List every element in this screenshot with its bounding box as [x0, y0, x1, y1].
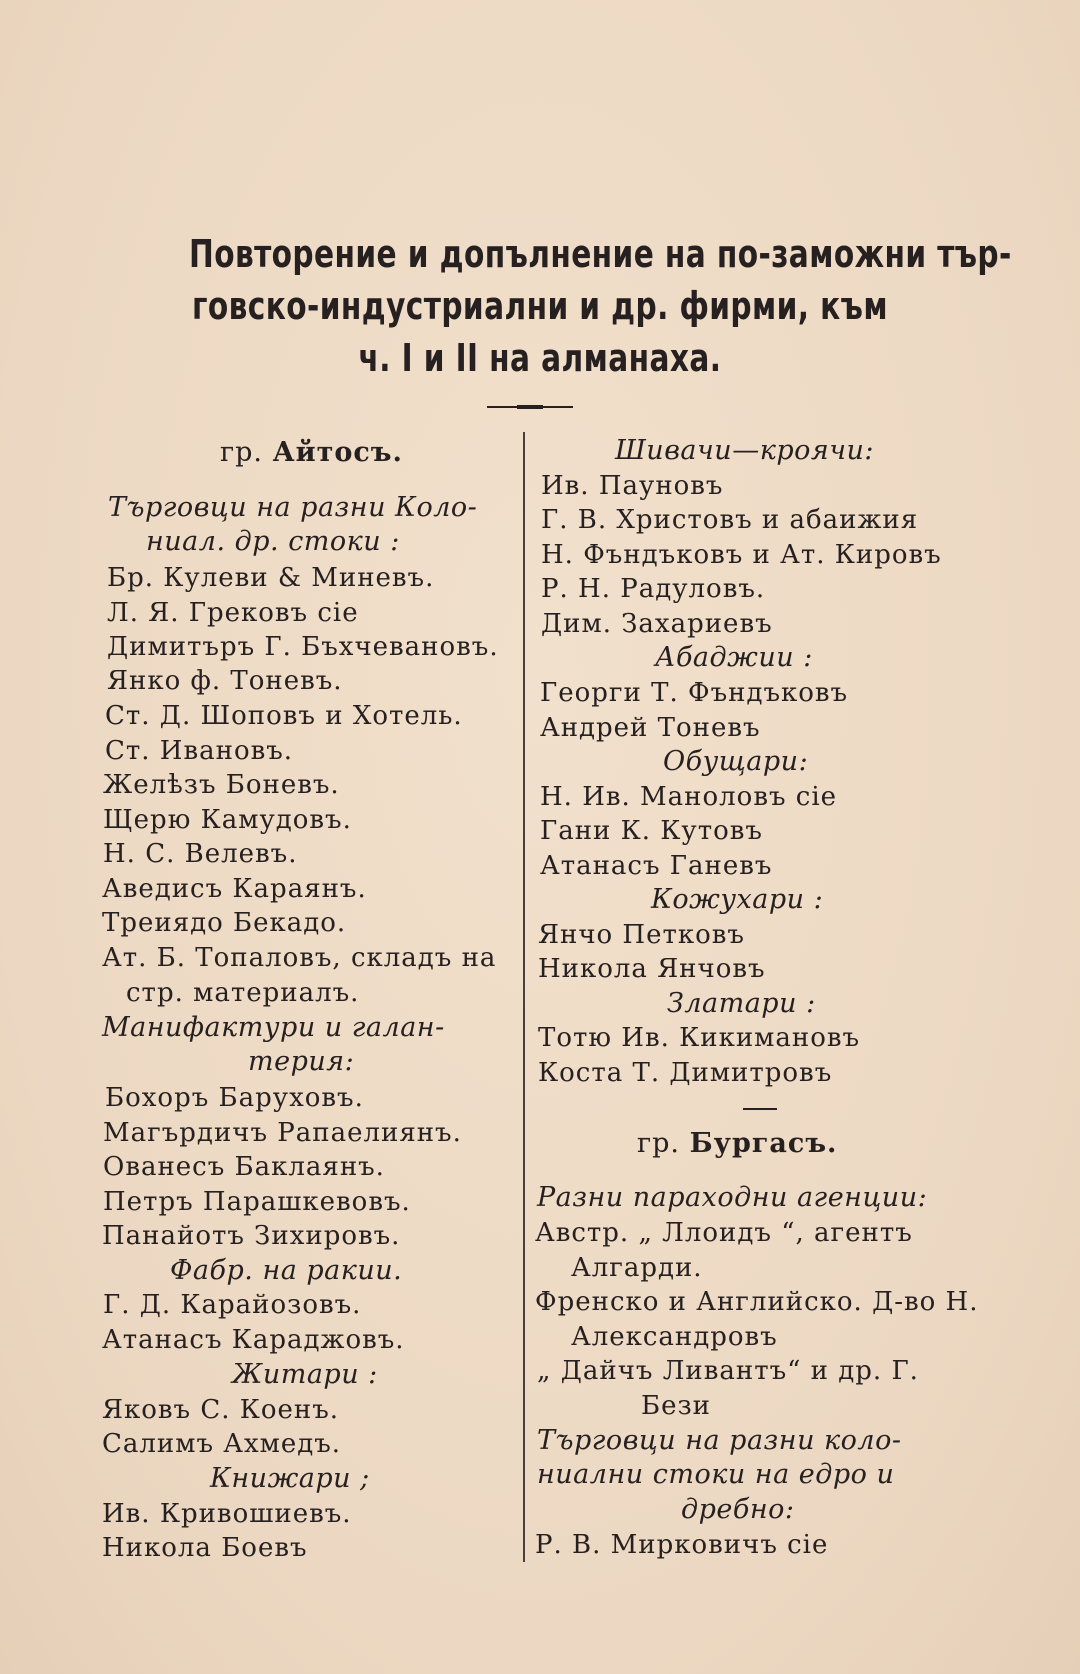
- city-prefix: гр.: [637, 1128, 681, 1159]
- title-line-1: Повторение и допълнение на по-заможни тър-: [189, 232, 1012, 276]
- city-prefix: гр.: [220, 437, 264, 468]
- list-item: Александровъ: [571, 1322, 778, 1352]
- list-item: Коста Т. Димитровъ: [538, 1058, 833, 1088]
- list-item: Петръ Парашкевовъ.: [103, 1187, 411, 1217]
- list-item: Австр. „ Ллоидъ “, агентъ: [535, 1218, 913, 1248]
- section-heading: Търговци на разни Коло-: [108, 492, 478, 523]
- list-item: Ованесъ Баклаянъ.: [103, 1152, 385, 1182]
- list-item: Н. С. Велевъ.: [103, 839, 298, 869]
- column-divider: [523, 432, 525, 1562]
- list-item: Р. Н. Радуловъ.: [541, 574, 766, 604]
- section-divider: [743, 1108, 777, 1110]
- list-item: Бр. Кулеви & Миневъ.: [107, 563, 435, 593]
- list-item: Гани К. Кутовъ: [540, 816, 763, 846]
- section-heading: Търговци на разни коло-: [537, 1425, 902, 1456]
- city-heading-burgas: [637, 1127, 837, 1161]
- title-line-3: ч. I и II на алманаха.: [358, 336, 722, 380]
- list-item: Аведисъ Караянъ.: [102, 874, 367, 904]
- list-item: Яковъ С. Коенъ.: [102, 1395, 340, 1425]
- list-item: Ст. Д. Шоповъ и Хотель.: [105, 701, 463, 731]
- list-item: Н. Ив. Маноловъ сiе: [540, 782, 838, 812]
- list-item: Никола Янчовъ: [538, 954, 766, 984]
- section-heading: дребно:: [681, 1494, 795, 1525]
- list-item: Андрей Тоневъ: [540, 713, 761, 743]
- city-name: Бургасъ.: [689, 1128, 838, 1159]
- list-item: Р. В. Мирковичъ сiе: [535, 1530, 829, 1560]
- list-item: Ст. Ивановъ.: [105, 736, 294, 766]
- list-item: Желѣзъ Боневъ.: [103, 770, 340, 800]
- list-item: Георги Т. Фъндъковъ: [540, 678, 849, 708]
- section-heading: Манифактури и галан-: [102, 1012, 445, 1043]
- title-line-2: говско-индустриални и др. фирми, към: [192, 284, 888, 328]
- page-title: [189, 228, 1012, 384]
- list-item: Щерю Камудовъ.: [103, 805, 352, 835]
- section-heading: Абаджии :: [655, 642, 813, 673]
- section-heading: ниални стоки на едро и: [537, 1459, 895, 1490]
- list-item: Ив. Пауновъ: [541, 471, 724, 501]
- list-item: стр. материалъ.: [126, 978, 360, 1008]
- list-item: Панайотъ Зихировъ.: [102, 1221, 401, 1251]
- section-heading: Фабр. на ракии.: [170, 1255, 403, 1286]
- list-item: Янчо Петковъ: [538, 920, 745, 950]
- list-item: Френско и Английско. Д-во Н.: [535, 1287, 979, 1317]
- section-heading: ниал. др. стоки :: [146, 526, 400, 557]
- list-item: Янко ф. Тоневъ.: [107, 666, 343, 696]
- list-item: Магърдичъ Рапаелиянъ.: [103, 1118, 462, 1148]
- list-item: Треиядо Бекадо.: [102, 908, 347, 938]
- list-item: Никола Боевъ: [102, 1533, 308, 1563]
- list-item: Алгарди.: [571, 1253, 703, 1283]
- section-heading: Книжари ;: [210, 1463, 370, 1494]
- list-item: Атанасъ Ганевъ: [540, 851, 773, 881]
- section-heading: Житари :: [232, 1359, 378, 1390]
- section-heading: Кожухари :: [651, 884, 824, 915]
- list-item: Г. В. Христовъ и абаижия: [541, 505, 919, 535]
- section-heading: Разни параходни агенции:: [537, 1182, 928, 1213]
- list-item: Салимъ Ахмедъ.: [102, 1429, 342, 1459]
- section-heading: Златари :: [667, 988, 816, 1019]
- list-item: Атанасъ Караджовъ.: [102, 1325, 405, 1355]
- list-item: Г. Д. Карайозовъ.: [103, 1290, 362, 1320]
- city-name: Айтосъ.: [272, 437, 403, 468]
- list-item: Бохоръ Баруховъ.: [105, 1083, 364, 1113]
- list-item: Бези: [641, 1391, 712, 1421]
- list-item: Ат. Б. Топаловъ, складъ на: [102, 943, 497, 973]
- list-item: Н. Фъндъковъ и Ат. Кировъ: [541, 540, 942, 570]
- city-heading-aitos: [220, 436, 403, 470]
- list-item: Л. Я. Грековъ сiе: [107, 598, 359, 628]
- list-item: Ив. Кривошиевъ.: [102, 1499, 352, 1529]
- section-heading: терия:: [248, 1046, 355, 1077]
- list-item: Дим. Захариевъ: [541, 609, 773, 639]
- list-item: Тотю Ив. Кикимановъ: [538, 1023, 861, 1053]
- title-divider: [487, 406, 573, 408]
- list-item: Димитъръ Г. Бъхчевановъ.: [107, 632, 499, 662]
- list-item: „ Дайчъ Ливантъ“ и др. Г.: [537, 1356, 919, 1386]
- section-heading: Шивачи—кроячи:: [615, 435, 875, 466]
- section-heading: Обущари:: [663, 746, 809, 777]
